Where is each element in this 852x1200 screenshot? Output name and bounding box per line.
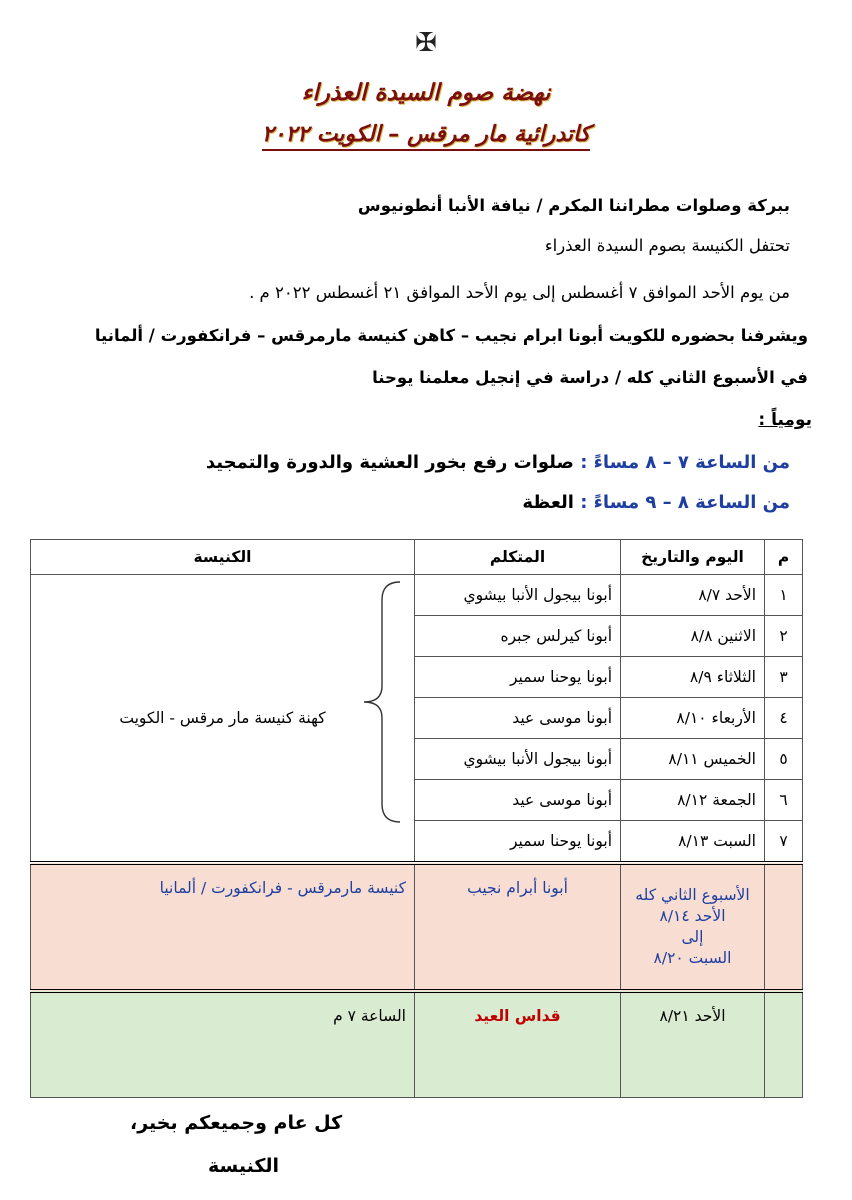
header-church: الكنيسة [31,540,415,575]
week-day [621,863,765,991]
second-week-row [31,863,803,991]
week-to: إلى [681,928,704,946]
intro-celebration: تحتفل الكنيسة بصوم السيدة العذراء [544,236,790,255]
row-num: ٤ [765,698,803,739]
header-num: م [765,540,803,575]
closing-signature: الكنيسة [208,1155,280,1177]
subtitle-text: كاتدرائية مار مرقس – الكويت ٢٠٢٢ [262,122,590,151]
daily-desc-2: العظة [522,492,574,513]
row-num: ٢ [765,616,803,657]
feast-speaker: قداس العيد [415,991,621,1098]
daily-desc-1: صلوات رفع بخور العشية والدورة والتمجيد [205,452,574,473]
daily-schedule-2 [522,492,790,513]
row-num: ٥ [765,739,803,780]
row-speaker: أبونا موسى عيد [415,698,621,739]
group-church: كهنة كنيسة مار مرقس - الكويت [119,709,326,727]
row-day: الجمعة ٨/١٢ [621,780,765,821]
feast-num [765,991,803,1098]
feast-time: الساعة ٧ م [31,991,415,1098]
row-num: ٦ [765,780,803,821]
row-num: ٧ [765,821,803,864]
header-speaker: المتكلم [415,540,621,575]
feast-day: الأحد ٨/٢١ [621,991,765,1098]
header-day: اليوم والتاريخ [621,540,765,575]
feast-row [31,991,803,1098]
closing-greeting: كل عام وجميعكم بخير، [130,1112,343,1134]
daily-time-1: من الساعة ٧ – ٨ مساءً : [580,452,790,473]
row-day: الأحد ٨/٧ [621,575,765,616]
table-row [31,575,803,616]
week-start: الأحد ٨/١٤ [659,907,726,926]
row-day: الاثنين ٨/٨ [621,616,765,657]
row-day: الخميس ٨/١١ [621,739,765,780]
row-speaker: أبونا يوحنا سمير [415,821,621,864]
week-speaker: أبونا أبرام نجيب [415,863,621,991]
page-title: نهضة صوم السيدة العذراء [301,80,551,106]
week-num [765,863,803,991]
row-day: السبت ٨/١٣ [621,821,765,864]
row-num: ٣ [765,657,803,698]
intro-guest: ويشرفنا بحضوره للكويت أبونا ابرام نجيب – كاهن كنيسة مارمرقس – فرانكفورت / ألمانيا [94,326,808,345]
row-speaker: أبونا بيجول الأنبا بيشوي [415,575,621,616]
daily-label: يومياً : [758,410,812,430]
row-speaker: أبونا يوحنا سمير [415,657,621,698]
page-subtitle [0,122,852,147]
week-end: السبت ٨/٢٠ [653,948,732,967]
week-label: الأسبوع الثاني كله [635,886,750,905]
intro-blessing: ببركة وصلوات مطراننا المكرم / نيافة الأنبا أنطونيوس [357,196,790,215]
intro-study: في الأسبوع الثاني كله / دراسة في إنجيل معلمنا يوحنا [372,368,808,387]
row-speaker: أبونا كيرلس جبره [415,616,621,657]
row-speaker: أبونا موسى عيد [415,780,621,821]
cross-icon: ✠ [415,28,437,58]
schedule-table [30,539,803,1098]
row-day: الأربعاء ٨/١٠ [621,698,765,739]
row-day: الثلاثاء ٨/٩ [621,657,765,698]
table-header-row [31,540,803,575]
daily-time-2: من الساعة ٨ – ٩ مساءً : [580,492,790,513]
intro-dates: من يوم الأحد الموافق ٧ أغسطس إلى يوم الأحد الموافق ٢١ أغسطس ٢٠٢٢ م . [249,283,790,302]
row-num: ١ [765,575,803,616]
row-speaker: أبونا بيجول الأنبا بيشوي [415,739,621,780]
daily-schedule-1 [206,452,790,473]
week-church: كنيسة مارمرقس - فرانكفورت / ألمانيا [31,863,415,991]
brace-icon [330,578,400,826]
